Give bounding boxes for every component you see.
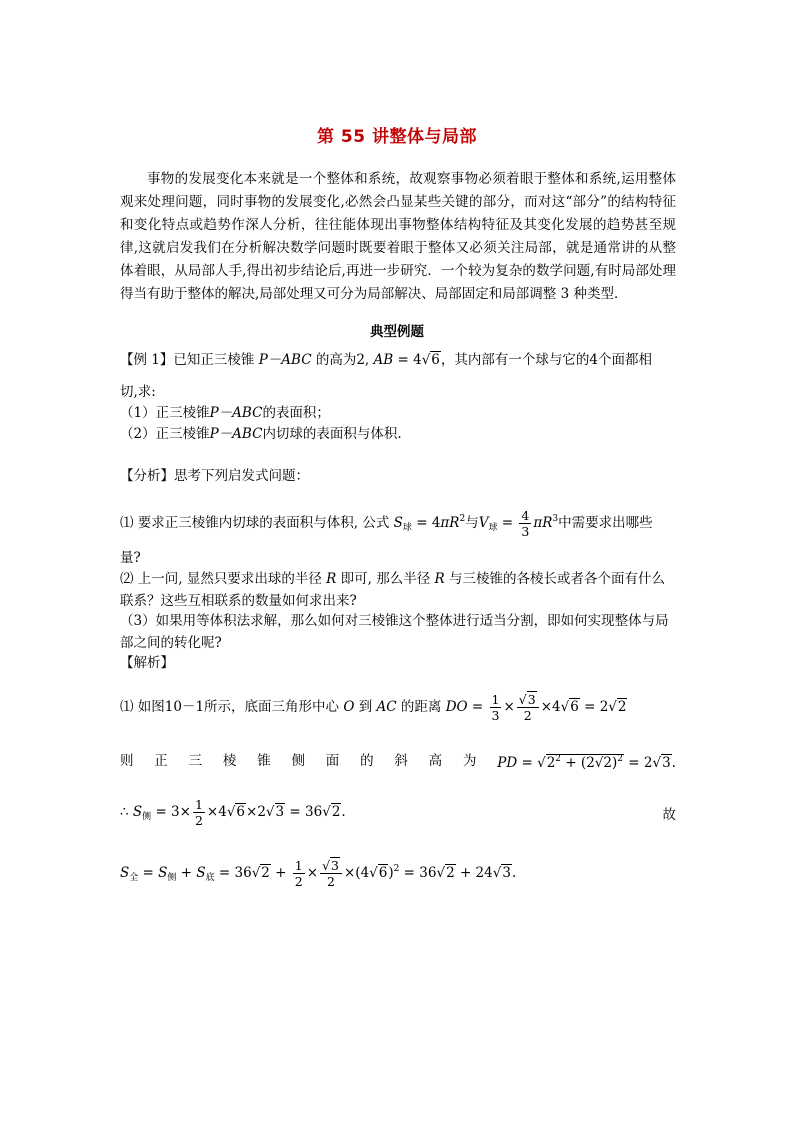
text: ⑴ 如图10－1所示，底面三角形中心 — [120, 699, 340, 715]
text: 面 — [325, 753, 340, 769]
math-pabc: P－ABC — [258, 352, 312, 368]
text: 与 — [465, 515, 479, 531]
solution-heading: 【解析】 — [120, 655, 174, 671]
math-height: 2 — [356, 352, 365, 368]
text: ⑵ 上一问, 显然只要求出球的半径 — [120, 571, 322, 587]
text: ⑴ 要求正三棱锥内切球的表面积与体积, 公式 — [120, 515, 390, 531]
text: 中需要求出哪些 — [558, 515, 653, 531]
solution-step-4: $S_全 = S_侧 + S_底 = 36√2$ + $\frac{1}{2}$ × $\frac{√3}{2}$ $\times(4√6)^2 = 36√2 + 24√3$. — [120, 858, 517, 889]
text: 高 — [428, 753, 443, 769]
sub-ball: 球 — [402, 523, 412, 533]
solution-step-2: 则 正 三 棱 锥 侧 面 的 斜 高 为 PD = $√2^2 + (2√2)^2 = 2√3$. — [120, 748, 676, 774]
math-four: 4 — [589, 352, 598, 368]
example-1-statement: 【例 1】已知正三棱锥 P－ABC 的高为2, AB = 4√6，其内部有一个球与它的4个面都相 — [120, 352, 652, 368]
section-heading: 典型例题 — [370, 324, 424, 340]
analysis-point-2: ⑵ 上一问, 显然只要求出球的半径 R 即可, 那么半径 R 与三棱锥的各棱长或者各个面有什么联系？这些互相联系的数量如何求出来? — [120, 571, 665, 609]
analysis-heading — [120, 465, 676, 487]
math-coef: 4 — [413, 352, 422, 368]
math-ab: AB — [373, 352, 394, 368]
analysis-point-1: ⑴ 要求正三棱锥内切球的表面积与体积, 公式 $S_球 = 4\pi R^2$与$V_球$ = $\frac{4}{3}$ $\pi R^3$中需要求出哪些 — [120, 508, 653, 539]
text: 思考下列启发式问题： — [174, 468, 309, 484]
text: （1）正三棱锥 — [120, 405, 210, 421]
text: 的高为 — [315, 352, 357, 368]
page-title: 第 55 讲整体与局部 — [317, 127, 477, 147]
text: 三 — [188, 753, 203, 769]
text: 锥 — [257, 753, 271, 769]
question-2 — [120, 423, 676, 445]
intro-text: 事物的发展变化本来就是一个整体和系统，故观察事物必须着眼于整体和系统,运用整体观来处理问题，同时事物的发展变化,必然会凸显某些关键的部分，而对这“部分”的结构特征和变化特点或趋势作深人分析，往往能体现出事物整体结构特征及其变化发展的趋势甚至规律,这就启发我们在分析解决数学问题时既要着眼于整体又必须关注局部，就是通常讲的从整体着眼，从局部人手,得出初步结论后,再进一步研究．一个较为复杂的数学问题,有时局部处理得当有助于整体的解决,局部处理又可分为局部解决、局部固定和局部调整 3 种类型． — [120, 171, 676, 302]
text: 正 — [154, 753, 168, 769]
text: 故 — [662, 806, 676, 823]
math-pabc: P－ABC — [209, 426, 263, 442]
text: （2）正三棱锥 — [120, 426, 210, 442]
math-radicand: 6 — [431, 352, 440, 368]
text: 个面都相 — [597, 352, 652, 368]
text: 棱 — [222, 753, 237, 769]
analysis-point-1-cont: 量? — [120, 550, 141, 566]
solution-step-3: ∴ $S_侧 = 3\times$ $\frac{1}{2}$ ×4√6×2√3 = 36√2. 故 — [120, 795, 676, 834]
text: 内切球的表面积与体积. — [262, 426, 402, 442]
solution-step-1: ⑴ 如图10－1所示，底面三角形中心 O 到 AC 的距离 DO = $\frac{1}{3}$ × $\frac{√3}{2}$ ×4√6 = 2√2 — [120, 692, 627, 723]
text: 侧 — [291, 753, 305, 769]
sub-side: 侧 — [142, 812, 152, 822]
text: 的距离 — [400, 699, 442, 715]
text: 与三棱锥的各棱长或者各个面有什么联系？这些互相联系的数量如何求出来? — [120, 571, 665, 609]
example-label: 【例 1】 — [120, 352, 174, 368]
sub-base: 底 — [205, 873, 215, 883]
intro-paragraph — [120, 168, 676, 306]
text: 为 — [462, 753, 477, 769]
example-1-line2: 切,求: — [120, 384, 156, 400]
text: 的表面积； — [262, 405, 330, 421]
text: 已知正三棱锥 — [173, 352, 255, 368]
therefore-symbol: ∴ — [120, 804, 129, 820]
text: 即可, 那么半径 — [340, 571, 431, 587]
sub-side: 侧 — [167, 873, 177, 883]
text: 的 — [360, 753, 374, 769]
text: 到 — [358, 699, 373, 715]
sub-ball: 球 — [488, 523, 498, 533]
analysis-label: 【分析】 — [120, 468, 174, 484]
text: ，其内部有一个球与它的 — [440, 352, 590, 368]
analysis-point-3: （3）如果用等体积法求解，那么如何对三棱锥这个整体进行适当分割，即如何实现整体与局部之间的转化呢? — [120, 613, 669, 651]
sub-total: 全 — [129, 873, 139, 883]
text: 则 — [120, 753, 134, 769]
text: 斜 — [394, 753, 408, 769]
question-1 — [120, 402, 676, 424]
math-pabc: P－ABC — [209, 405, 263, 421]
